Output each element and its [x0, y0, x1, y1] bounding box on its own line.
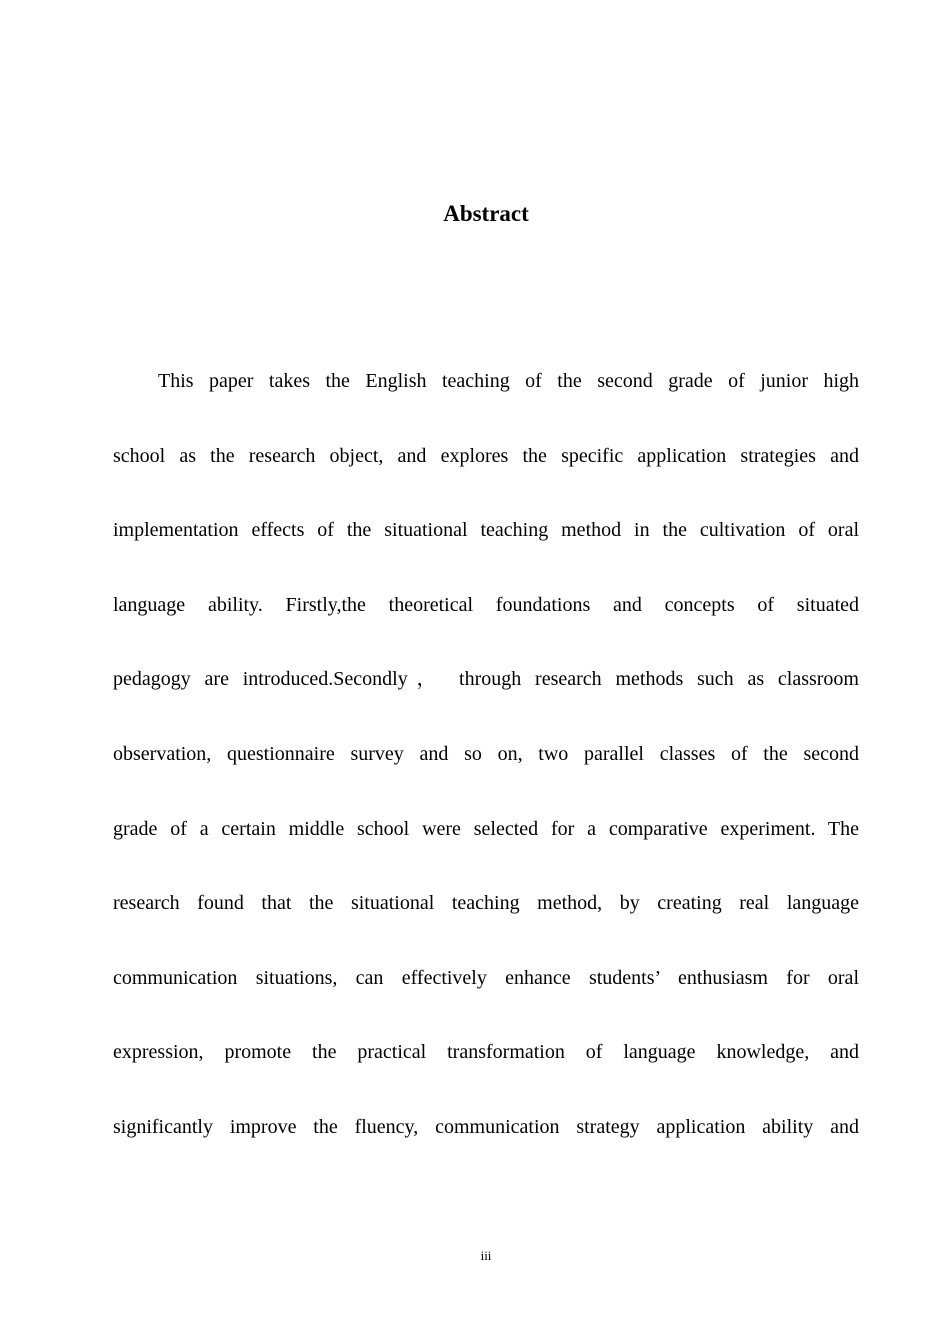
abstract-line: language ability. Firstly,the theoretical foundations and concepts of situated — [113, 593, 859, 616]
abstract-line: observation, questionnaire survey and so on, two parallel classes of the second — [113, 742, 859, 765]
abstract-line: significantly improve the fluency, communication strategy application ability and — [113, 1115, 859, 1138]
page-number: iii — [480, 1248, 492, 1263]
abstract-line: implementation effects of the situational teaching method in the cultivation of oral — [113, 519, 859, 542]
abstract-line: school as the research object, and explores the specific application strategies and — [113, 444, 859, 467]
abstract-heading: Abstract — [443, 201, 529, 226]
abstract-line: pedagogy are introduced.Secondly， through research methods such as classroom — [113, 668, 859, 691]
abstract-line: research found that the situational teaching method, by creating real language — [113, 892, 859, 915]
abstract-line: grade of a certain middle school were selected for a comparative experiment. The — [113, 817, 859, 840]
abstract-line: expression, promote the practical transformation of language knowledge, and — [113, 1041, 859, 1064]
abstract-line: This paper takes the English teaching of the second grade of junior high — [158, 370, 859, 392]
abstract-line: communication situations, can effectively enhance students’ enthusiasm for oral — [113, 966, 859, 989]
abstract-body — [113, 362, 859, 1183]
